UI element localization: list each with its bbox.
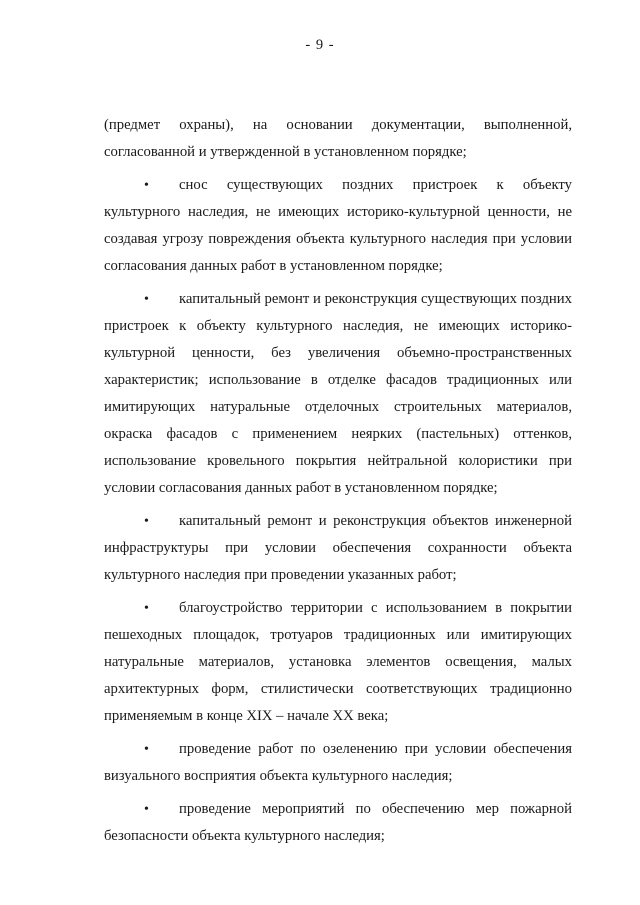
list-item-text: снос существующих поздних пристроек к объекту культурного наследия, не имеющих историко-культурной ценности, не создавая угрозу повреждения объекта культурного наследия при условии согласования данных работ в установленном порядке; — [104, 177, 572, 274]
list-item-text: благоустройство территории с использованием в покрытии пешеходных площадок, тротуаров традиционных или имитирующих натуральные материалов, установка элементов освещения, малых архитектурных форм, стилистически соответствующих традиционно применяемым в конце XIX – начале XX века; — [104, 600, 572, 724]
continuation-paragraph: (предмет охраны), на основании документации, выполненной, согласованной и утвержденной в установленном порядке; — [104, 117, 572, 160]
list-item — [104, 286, 572, 502]
list-item-text: проведение работ по озеленению при условии обеспечения визуального восприятия объекта культурного наследия; — [104, 741, 572, 784]
list-item — [104, 796, 572, 850]
bullet-icon: • — [144, 802, 149, 817]
list-item-text: капитальный ремонт и реконструкция объектов инженерной инфраструктуры при условии обеспечения сохранности объекта культурного наследия при проведении указанных работ; — [104, 513, 572, 583]
list-item — [104, 508, 572, 589]
list-item — [104, 736, 572, 790]
list-item-text: капитальный ремонт и реконструкция существующих поздних пристроек к объекту культурного наследия, не имеющих историко-культурной ценности, без увеличения объемно-пространственных характеристик; использование в отделке фасадов традиционных или имитирующих натуральные отделочных строительных материалов, окраска фасадов с применением неярких (пастельных) оттенков, использование кровельного покрытия нейтральной колористики при условии согласования данных работ в установленном порядке; — [104, 291, 572, 496]
bullet-icon: • — [144, 601, 149, 616]
page-number: - 9 - — [305, 37, 335, 53]
page-content — [104, 112, 572, 856]
list-item-text: проведение мероприятий по обеспечению мер пожарной безопасности объекта культурного наследия; — [104, 801, 572, 844]
bullet-icon: • — [144, 292, 149, 307]
bullet-icon: • — [144, 742, 149, 757]
list-item — [104, 172, 572, 280]
bullet-icon: • — [144, 178, 149, 193]
list-item — [104, 595, 572, 730]
bullet-icon: • — [144, 514, 149, 529]
